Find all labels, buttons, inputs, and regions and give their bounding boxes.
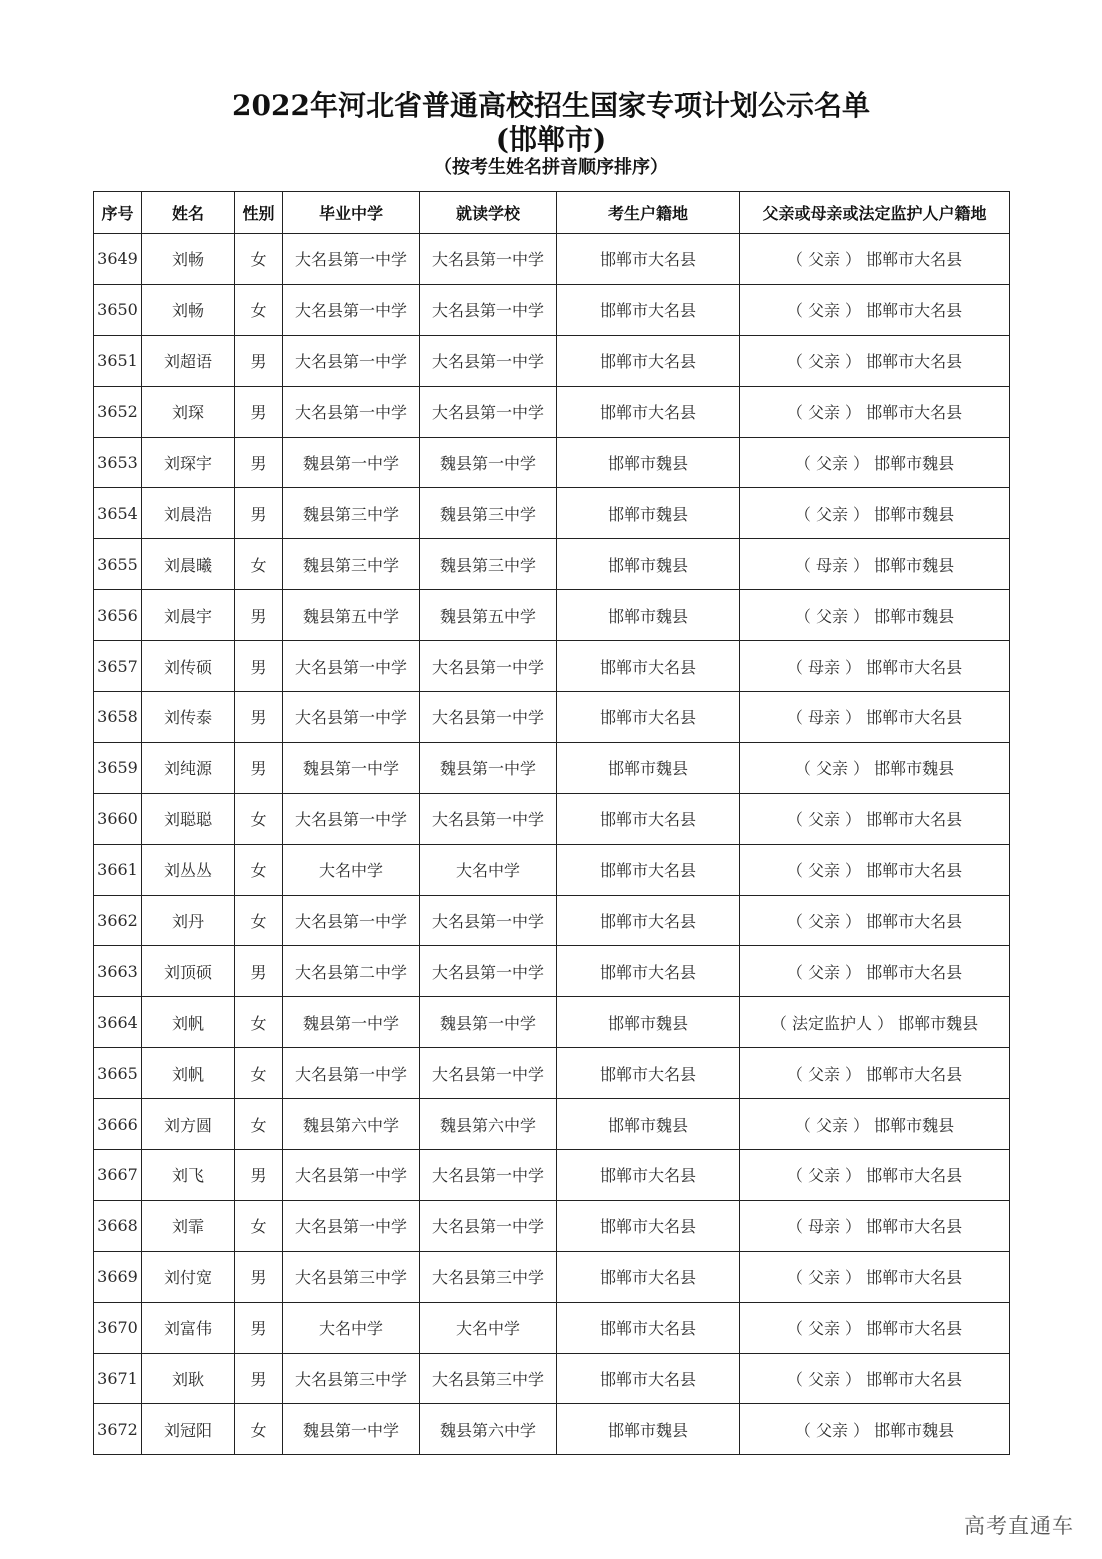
cell-name: 刘晨浩	[142, 488, 235, 539]
column-header-gender: 性别	[235, 192, 283, 234]
table-row	[94, 386, 1010, 437]
table-row	[94, 793, 1010, 844]
cell-number: 3656	[94, 590, 142, 641]
cell-current-school: 大名县第一中学	[420, 1048, 557, 1099]
cell-number: 3660	[94, 793, 142, 844]
column-header-guardian-registration: 父亲或母亲或法定监护人户籍地	[740, 192, 1010, 234]
cell-current-school: 大名中学	[420, 1302, 557, 1353]
table-row	[94, 692, 1010, 743]
cell-graduation-school: 大名中学	[283, 844, 420, 895]
cell-gender: 女	[235, 1404, 283, 1455]
cell-current-school: 大名中学	[420, 844, 557, 895]
cell-number: 3666	[94, 1099, 142, 1150]
cell-current-school: 大名县第一中学	[420, 692, 557, 743]
cell-graduation-school: 大名县第一中学	[283, 692, 420, 743]
cell-number: 3667	[94, 1150, 142, 1201]
cell-graduation-school: 大名县第一中学	[283, 1048, 420, 1099]
cell-number: 3658	[94, 692, 142, 743]
table-row	[94, 437, 1010, 488]
cell-number: 3661	[94, 844, 142, 895]
cell-current-school: 大名县第三中学	[420, 1251, 557, 1302]
column-header-household-registration: 考生户籍地	[557, 192, 740, 234]
cell-gender: 女	[235, 1099, 283, 1150]
cell-current-school: 魏县第一中学	[420, 437, 557, 488]
cell-name: 刘超语	[142, 335, 235, 386]
cell-guardian-registration: （ 父亲 ） 邯郸市大名县	[740, 793, 1010, 844]
cell-graduation-school: 魏县第六中学	[283, 1099, 420, 1150]
cell-gender: 男	[235, 437, 283, 488]
table-row	[94, 284, 1010, 335]
cell-graduation-school: 大名县第一中学	[283, 234, 420, 285]
table-row	[94, 234, 1010, 285]
cell-current-school: 魏县第一中学	[420, 997, 557, 1048]
table-row	[94, 488, 1010, 539]
cell-guardian-registration: （ 父亲 ） 邯郸市大名县	[740, 1150, 1010, 1201]
cell-household-registration: 邯郸市大名县	[557, 844, 740, 895]
cell-name: 刘传硕	[142, 641, 235, 692]
cell-current-school: 大名县第一中学	[420, 335, 557, 386]
table-row	[94, 1099, 1010, 1150]
cell-number: 3650	[94, 284, 142, 335]
cell-name: 刘帆	[142, 997, 235, 1048]
cell-name: 刘琛宇	[142, 437, 235, 488]
cell-number: 3671	[94, 1353, 142, 1404]
cell-household-registration: 邯郸市大名县	[557, 692, 740, 743]
cell-graduation-school: 大名县第一中学	[283, 335, 420, 386]
table-row	[94, 844, 1010, 895]
cell-household-registration: 邯郸市大名县	[557, 1200, 740, 1251]
cell-household-registration: 邯郸市大名县	[557, 284, 740, 335]
cell-number: 3672	[94, 1404, 142, 1455]
cell-household-registration: 邯郸市大名县	[557, 1302, 740, 1353]
cell-guardian-registration: （ 父亲 ） 邯郸市大名县	[740, 284, 1010, 335]
cell-household-registration: 邯郸市大名县	[557, 1048, 740, 1099]
cell-graduation-school: 大名县第一中学	[283, 793, 420, 844]
cell-gender: 男	[235, 335, 283, 386]
cell-household-registration: 邯郸市大名县	[557, 234, 740, 285]
cell-household-registration: 邯郸市大名县	[557, 793, 740, 844]
cell-current-school: 大名县第一中学	[420, 386, 557, 437]
cell-current-school: 魏县第三中学	[420, 488, 557, 539]
cell-graduation-school: 魏县第一中学	[283, 742, 420, 793]
cell-number: 3669	[94, 1251, 142, 1302]
cell-number: 3654	[94, 488, 142, 539]
sort-note: （按考生姓名拼音顺序排序）	[434, 157, 668, 178]
cell-current-school: 魏县第六中学	[420, 1099, 557, 1150]
cell-guardian-registration: （ 父亲 ） 邯郸市魏县	[740, 488, 1010, 539]
cell-graduation-school: 魏县第三中学	[283, 488, 420, 539]
column-header-graduation-school: 毕业中学	[283, 192, 420, 234]
cell-number: 3651	[94, 335, 142, 386]
cell-current-school: 魏县第五中学	[420, 590, 557, 641]
cell-name: 刘晨曦	[142, 539, 235, 590]
cell-graduation-school: 大名县第一中学	[283, 641, 420, 692]
cell-household-registration: 邯郸市魏县	[557, 437, 740, 488]
cell-guardian-registration: （ 父亲 ） 邯郸市大名县	[740, 895, 1010, 946]
cell-graduation-school: 魏县第五中学	[283, 590, 420, 641]
cell-current-school: 魏县第六中学	[420, 1404, 557, 1455]
cell-guardian-registration: （ 父亲 ） 邯郸市魏县	[740, 1404, 1010, 1455]
table-row	[94, 895, 1010, 946]
cell-gender: 女	[235, 844, 283, 895]
cell-gender: 女	[235, 234, 283, 285]
cell-gender: 女	[235, 539, 283, 590]
cell-name: 刘富伟	[142, 1302, 235, 1353]
cell-number: 3653	[94, 437, 142, 488]
cell-guardian-registration: （ 父亲 ） 邯郸市大名县	[740, 386, 1010, 437]
cell-name: 刘帆	[142, 1048, 235, 1099]
cell-gender: 女	[235, 895, 283, 946]
table-row	[94, 641, 1010, 692]
cell-name: 刘纯源	[142, 742, 235, 793]
cell-household-registration: 邯郸市魏县	[557, 488, 740, 539]
cell-household-registration: 邯郸市大名县	[557, 1353, 740, 1404]
cell-current-school: 大名县第一中学	[420, 793, 557, 844]
table-row	[94, 1404, 1010, 1455]
cell-name: 刘丛丛	[142, 844, 235, 895]
cell-guardian-registration: （ 父亲 ） 邯郸市魏县	[740, 590, 1010, 641]
cell-current-school: 大名县第一中学	[420, 641, 557, 692]
cell-graduation-school: 大名县第一中学	[283, 1200, 420, 1251]
cell-household-registration: 邯郸市魏县	[557, 742, 740, 793]
cell-graduation-school: 大名县第二中学	[283, 946, 420, 997]
cell-number: 3668	[94, 1200, 142, 1251]
cell-number: 3662	[94, 895, 142, 946]
table-row	[94, 1251, 1010, 1302]
cell-guardian-registration: （ 母亲 ） 邯郸市大名县	[740, 1200, 1010, 1251]
cell-gender: 男	[235, 1353, 283, 1404]
column-header-name: 姓名	[142, 192, 235, 234]
cell-number: 3670	[94, 1302, 142, 1353]
cell-name: 刘耿	[142, 1353, 235, 1404]
cell-graduation-school: 大名县第一中学	[283, 1150, 420, 1201]
cell-household-registration: 邯郸市大名县	[557, 641, 740, 692]
cell-household-registration: 邯郸市大名县	[557, 895, 740, 946]
cell-number: 3655	[94, 539, 142, 590]
cell-household-registration: 邯郸市大名县	[557, 1251, 740, 1302]
cell-guardian-registration: （ 父亲 ） 邯郸市大名县	[740, 1302, 1010, 1353]
cell-name: 刘畅	[142, 284, 235, 335]
table-row	[94, 590, 1010, 641]
cell-guardian-registration: （ 父亲 ） 邯郸市大名县	[740, 234, 1010, 285]
cell-guardian-registration: （ 母亲 ） 邯郸市大名县	[740, 641, 1010, 692]
cell-guardian-registration: （ 父亲 ） 邯郸市大名县	[740, 1048, 1010, 1099]
cell-guardian-registration: （ 法定监护人 ） 邯郸市魏县	[740, 997, 1010, 1048]
cell-name: 刘付宽	[142, 1251, 235, 1302]
cell-gender: 女	[235, 793, 283, 844]
cell-gender: 女	[235, 997, 283, 1048]
cell-guardian-registration: （ 父亲 ） 邯郸市大名县	[740, 335, 1010, 386]
cell-gender: 女	[235, 1048, 283, 1099]
cell-graduation-school: 大名县第三中学	[283, 1353, 420, 1404]
table-header-row	[94, 192, 1010, 234]
cell-current-school: 大名县第一中学	[420, 1150, 557, 1201]
cell-graduation-school: 大名县第一中学	[283, 386, 420, 437]
table-row	[94, 742, 1010, 793]
cell-current-school: 魏县第一中学	[420, 742, 557, 793]
cell-guardian-registration: （ 父亲 ） 邯郸市魏县	[740, 1099, 1010, 1150]
cell-guardian-registration: （ 父亲 ） 邯郸市大名县	[740, 946, 1010, 997]
cell-current-school: 魏县第三中学	[420, 539, 557, 590]
table-row	[94, 1200, 1010, 1251]
watermark-logo: 高考直通车	[964, 1514, 1074, 1538]
cell-guardian-registration: （ 父亲 ） 邯郸市大名县	[740, 844, 1010, 895]
cell-guardian-registration: （ 父亲 ） 邯郸市魏县	[740, 437, 1010, 488]
cell-graduation-school: 大名中学	[283, 1302, 420, 1353]
roster-table	[93, 191, 1010, 1455]
column-header-current-school: 就读学校	[420, 192, 557, 234]
cell-name: 刘琛	[142, 386, 235, 437]
cell-number: 3665	[94, 1048, 142, 1099]
cell-name: 刘传泰	[142, 692, 235, 743]
table-body	[94, 234, 1010, 1455]
cell-current-school: 大名县第一中学	[420, 234, 557, 285]
cell-guardian-registration: （ 父亲 ） 邯郸市大名县	[740, 1251, 1010, 1302]
table-row	[94, 335, 1010, 386]
cell-number: 3652	[94, 386, 142, 437]
cell-gender: 男	[235, 488, 283, 539]
cell-gender: 女	[235, 284, 283, 335]
cell-number: 3657	[94, 641, 142, 692]
cell-current-school: 大名县第一中学	[420, 1200, 557, 1251]
cell-gender: 男	[235, 1251, 283, 1302]
cell-current-school: 大名县第三中学	[420, 1353, 557, 1404]
page-title: 2022年河北省普通高校招生国家专项计划公示名单	[232, 89, 870, 122]
table-row	[94, 539, 1010, 590]
cell-gender: 男	[235, 946, 283, 997]
cell-household-registration: 邯郸市魏县	[557, 539, 740, 590]
cell-name: 刘飞	[142, 1150, 235, 1201]
cell-name: 刘霏	[142, 1200, 235, 1251]
cell-name: 刘晨宇	[142, 590, 235, 641]
cell-household-registration: 邯郸市魏县	[557, 1099, 740, 1150]
column-header-number: 序号	[94, 192, 142, 234]
cell-household-registration: 邯郸市大名县	[557, 335, 740, 386]
cell-guardian-registration: （ 母亲 ） 邯郸市魏县	[740, 539, 1010, 590]
cell-name: 刘冠阳	[142, 1404, 235, 1455]
cell-gender: 男	[235, 1302, 283, 1353]
cell-household-registration: 邯郸市魏县	[557, 590, 740, 641]
cell-gender: 男	[235, 742, 283, 793]
cell-graduation-school: 魏县第一中学	[283, 997, 420, 1048]
table-row	[94, 997, 1010, 1048]
cell-number: 3649	[94, 234, 142, 285]
cell-gender: 男	[235, 590, 283, 641]
cell-name: 刘畅	[142, 234, 235, 285]
cell-guardian-registration: （ 父亲 ） 邯郸市魏县	[740, 742, 1010, 793]
cell-household-registration: 邯郸市大名县	[557, 1150, 740, 1201]
cell-graduation-school: 魏县第三中学	[283, 539, 420, 590]
cell-name: 刘丹	[142, 895, 235, 946]
cell-graduation-school: 魏县第一中学	[283, 437, 420, 488]
cell-graduation-school: 大名县第一中学	[283, 284, 420, 335]
cell-guardian-registration: （ 父亲 ） 邯郸市大名县	[740, 1353, 1010, 1404]
cell-gender: 男	[235, 386, 283, 437]
cell-number: 3663	[94, 946, 142, 997]
cell-name: 刘顶硕	[142, 946, 235, 997]
cell-graduation-school: 大名县第一中学	[283, 895, 420, 946]
cell-current-school: 大名县第一中学	[420, 946, 557, 997]
table-row	[94, 1048, 1010, 1099]
cell-household-registration: 邯郸市魏县	[557, 1404, 740, 1455]
cell-name: 刘聪聪	[142, 793, 235, 844]
cell-household-registration: 邯郸市大名县	[557, 386, 740, 437]
table-row	[94, 1353, 1010, 1404]
cell-guardian-registration: （ 母亲 ） 邯郸市大名县	[740, 692, 1010, 743]
cell-gender: 女	[235, 1200, 283, 1251]
table-row	[94, 1150, 1010, 1201]
cell-current-school: 大名县第一中学	[420, 284, 557, 335]
cell-graduation-school: 魏县第一中学	[283, 1404, 420, 1455]
cell-gender: 男	[235, 641, 283, 692]
page-subtitle: (邯郸市)	[495, 123, 607, 156]
cell-number: 3659	[94, 742, 142, 793]
cell-current-school: 大名县第一中学	[420, 895, 557, 946]
cell-household-registration: 邯郸市魏县	[557, 997, 740, 1048]
table-row	[94, 946, 1010, 997]
cell-gender: 男	[235, 692, 283, 743]
table-row	[94, 1302, 1010, 1353]
cell-number: 3664	[94, 997, 142, 1048]
cell-household-registration: 邯郸市大名县	[557, 946, 740, 997]
cell-gender: 男	[235, 1150, 283, 1201]
cell-graduation-school: 大名县第三中学	[283, 1251, 420, 1302]
cell-name: 刘方圆	[142, 1099, 235, 1150]
